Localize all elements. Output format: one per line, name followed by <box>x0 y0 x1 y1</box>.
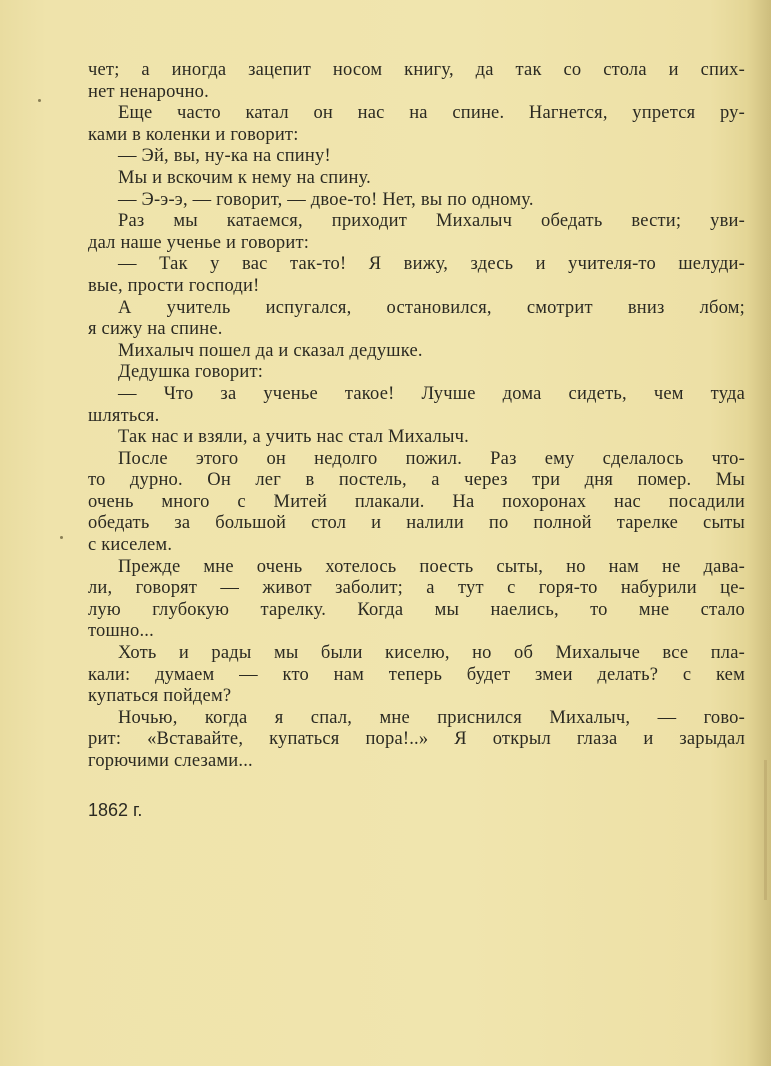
text-line: то дурно. Он лег в постель, а через три дня помер. Мы <box>88 470 745 491</box>
date-line: 1862 г. <box>88 800 143 820</box>
text-line: — Эй, вы, ну-ка на спину! <box>118 146 331 167</box>
text-line: я сижу на спине. <box>88 319 223 340</box>
text-line: А учитель испугался, остановился, смотрит вниз лбом; <box>118 297 745 318</box>
text-line: — Так у вас так-то! Я вижу, здесь и учителя-то шелуди- <box>118 254 745 275</box>
text-line: чет; а иногда зацепит носом книгу, да так со стола и спих- <box>88 60 745 80</box>
text-line: Ночью, когда я спал, мне приснился Михалыч, — гово- <box>118 707 745 728</box>
text-line: — Э-э-э, — говорит, — двое-то! Нет, вы по одному. <box>118 189 534 210</box>
text-line: Дедушка говорит: <box>118 362 264 383</box>
text-line: с киселем. <box>88 535 173 556</box>
text-line: Хоть и рады мы были киселю, но об Михалыче все пла- <box>118 643 745 664</box>
text-line: дал наше ученье и говорит: <box>88 232 310 253</box>
scan-speck <box>38 99 41 102</box>
text-line: купаться пойдем? <box>88 686 232 707</box>
text-line: кали: думаем — кто нам теперь будет змеи делать? с кем <box>88 664 745 685</box>
text-line: обедать за большой стол и налили по полной тарелке сыты <box>88 513 745 534</box>
text-line: Еще часто катал он нас на спине. Нагнется, упрется ру- <box>118 103 745 124</box>
text-line: тошно... <box>88 621 154 642</box>
text-line: очень много с Митей плакали. На похоронах нас посадили <box>88 491 745 512</box>
text-line: Мы и вскочим к нему на спину. <box>118 167 372 188</box>
page-text <box>88 60 745 773</box>
text-line: горючими слезами... <box>88 751 253 771</box>
text-line: рит: «Вставайте, купаться пора!..» Я открыл глаза и зарыдал <box>88 729 745 750</box>
page-edge-shadow <box>764 760 767 900</box>
text-line: После этого он недолго пожил. Раз ему сделалось что- <box>118 448 745 469</box>
scan-speck <box>60 536 63 539</box>
text-line: Михалыч пошел да и сказал дедушке. <box>118 340 423 361</box>
text-line: — Что за ученье такое! Лучше дома сидеть, чем туда <box>118 383 745 404</box>
text-line: Раз мы катаемся, приходит Михалыч обедать вести; уви- <box>118 211 745 232</box>
text-line: ками в коленки и говорит: <box>88 124 299 145</box>
text-line: нет ненарочно. <box>88 81 209 102</box>
text-line: ли, говорят — живот заболит; а тут с горя-то набурили це- <box>88 578 745 599</box>
text-line: шляться. <box>88 405 160 426</box>
text-line: вые, прости господи! <box>88 275 260 296</box>
text-line: лую глубокую тарелку. Когда мы наелись, то мне стало <box>88 599 745 620</box>
text-line: Прежде мне очень хотелось поесть сыты, но нам не дава- <box>118 556 745 577</box>
text-line: Так нас и взяли, а учить нас стал Михалыч. <box>118 427 469 448</box>
